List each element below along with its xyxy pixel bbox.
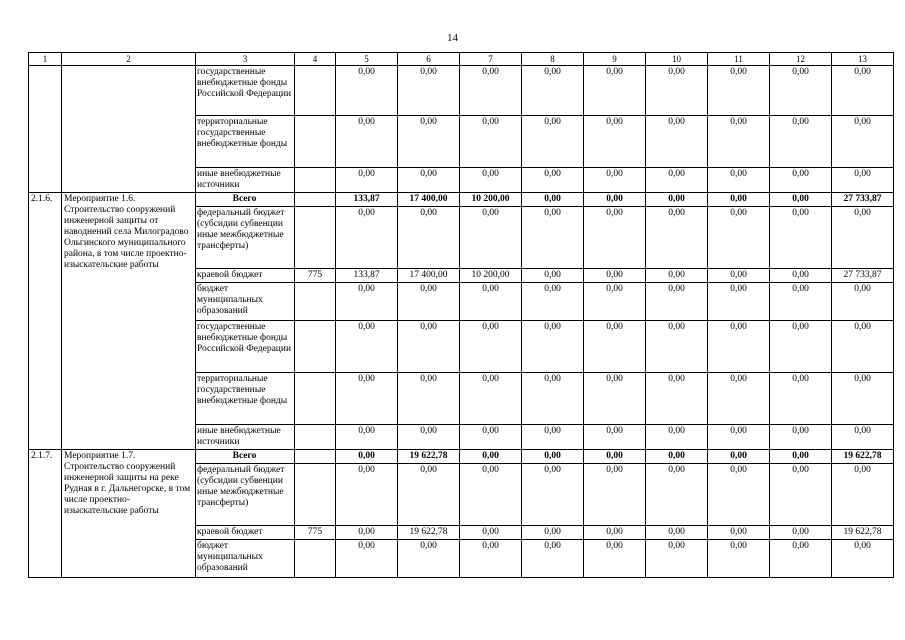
event-description <box>62 193 196 450</box>
budget-code <box>295 450 336 464</box>
funding-source: государственные внебюджетные фонды Российской Федерации <box>196 66 295 116</box>
column-header: 11 <box>708 53 770 66</box>
column-header: 4 <box>295 53 336 66</box>
value-cell: 0,00 <box>832 116 894 168</box>
funding-source: Всего <box>196 450 295 464</box>
value-cell: 0,00 <box>832 373 894 425</box>
value-cell: 0,00 <box>460 464 522 526</box>
value-cell: 0,00 <box>646 193 708 207</box>
table-row <box>29 66 894 116</box>
value-cell: 0,00 <box>646 464 708 526</box>
event-description <box>62 66 196 193</box>
value-cell: 0,00 <box>460 116 522 168</box>
value-cell: 0,00 <box>460 450 522 464</box>
row-number <box>29 66 62 193</box>
funding-source: бюджет муниципальных образований <box>196 283 295 321</box>
value-cell: 0,00 <box>770 116 832 168</box>
value-cell: 0,00 <box>336 168 398 193</box>
value-cell: 0,00 <box>708 269 770 283</box>
budget-code <box>295 540 336 578</box>
value-cell: 0,00 <box>646 283 708 321</box>
value-cell: 0,00 <box>460 66 522 116</box>
value-cell: 0,00 <box>646 66 708 116</box>
value-cell: 0,00 <box>522 116 584 168</box>
column-header: 7 <box>460 53 522 66</box>
value-cell: 0,00 <box>832 425 894 450</box>
value-cell: 27 733,87 <box>832 269 894 283</box>
budget-code <box>295 464 336 526</box>
value-cell: 27 733,87 <box>832 193 894 207</box>
value-cell: 0,00 <box>646 526 708 540</box>
value-cell: 0,00 <box>770 373 832 425</box>
value-cell: 0,00 <box>460 283 522 321</box>
value-cell: 0,00 <box>336 464 398 526</box>
event-number: 2.1.6. <box>29 193 62 450</box>
column-header: 10 <box>646 53 708 66</box>
value-cell: 0,00 <box>708 116 770 168</box>
value-cell: 0,00 <box>584 168 646 193</box>
budget-code: 775 <box>295 526 336 540</box>
funding-source: бюджет муниципальных образований <box>196 540 295 578</box>
value-cell: 0,00 <box>522 450 584 464</box>
value-cell: 0,00 <box>398 207 460 269</box>
value-cell: 0,00 <box>460 540 522 578</box>
value-cell: 0,00 <box>646 207 708 269</box>
value-cell: 0,00 <box>522 373 584 425</box>
value-cell: 0,00 <box>398 540 460 578</box>
value-cell: 0,00 <box>770 283 832 321</box>
value-cell: 19 622,78 <box>398 526 460 540</box>
funding-source: государственные внебюджетные фонды Российской Федерации <box>196 321 295 373</box>
budget-code <box>295 168 336 193</box>
value-cell: 0,00 <box>708 464 770 526</box>
value-cell: 0,00 <box>584 193 646 207</box>
value-cell: 0,00 <box>770 193 832 207</box>
value-cell: 0,00 <box>708 526 770 540</box>
value-cell: 19 622,78 <box>832 526 894 540</box>
funding-source: краевой бюджет <box>196 526 295 540</box>
funding-source: территориальные государственные внебюджетные фонды <box>196 373 295 425</box>
value-cell: 0,00 <box>584 66 646 116</box>
value-cell: 0,00 <box>336 373 398 425</box>
value-cell: 0,00 <box>584 283 646 321</box>
value-cell: 0,00 <box>336 526 398 540</box>
value-cell: 0,00 <box>460 168 522 193</box>
funding-source: территориальные государственные внебюджетные фонды <box>196 116 295 168</box>
value-cell: 17 400,00 <box>398 269 460 283</box>
value-cell: 0,00 <box>398 373 460 425</box>
value-cell: 0,00 <box>646 168 708 193</box>
value-cell: 0,00 <box>584 116 646 168</box>
column-header: 1 <box>29 53 62 66</box>
value-cell: 0,00 <box>584 269 646 283</box>
value-cell: 133,87 <box>336 193 398 207</box>
table-row <box>29 193 894 207</box>
value-cell: 0,00 <box>770 269 832 283</box>
header-row <box>29 53 894 66</box>
value-cell: 0,00 <box>584 540 646 578</box>
event-text: Строительство сооружений инженерной защиты на реке Рудная в г. Дальнегорске, в том числе проектно-изыскательские работы <box>64 462 191 516</box>
value-cell: 0,00 <box>832 283 894 321</box>
event-text: Строительство сооружений инженерной защиты от наводнений села Милоградово Ольгинского муниципального района, в том числе проектно-изыскательские работы <box>64 205 189 270</box>
funding-source: федеральный бюджет (субсидии субвенции иные межбюджетные трансферты) <box>196 207 295 269</box>
budget-code: 775 <box>295 269 336 283</box>
value-cell: 0,00 <box>398 425 460 450</box>
value-cell: 0,00 <box>584 373 646 425</box>
value-cell: 0,00 <box>770 425 832 450</box>
value-cell: 0,00 <box>832 66 894 116</box>
event-title: Мероприятие 1.7. <box>64 451 136 461</box>
value-cell: 0,00 <box>832 168 894 193</box>
value-cell: 0,00 <box>522 283 584 321</box>
value-cell: 0,00 <box>646 373 708 425</box>
value-cell: 0,00 <box>646 269 708 283</box>
value-cell: 0,00 <box>708 193 770 207</box>
value-cell: 0,00 <box>584 526 646 540</box>
value-cell: 0,00 <box>584 425 646 450</box>
budget-code <box>295 373 336 425</box>
budget-code <box>295 66 336 116</box>
value-cell: 0,00 <box>336 450 398 464</box>
value-cell: 0,00 <box>770 464 832 526</box>
table-row <box>29 450 894 464</box>
value-cell: 0,00 <box>646 425 708 450</box>
value-cell: 0,00 <box>770 321 832 373</box>
budget-code <box>295 207 336 269</box>
value-cell: 0,00 <box>832 464 894 526</box>
value-cell: 0,00 <box>522 526 584 540</box>
column-header: 8 <box>522 53 584 66</box>
value-cell: 0,00 <box>522 269 584 283</box>
event-number: 2.1.7. <box>29 450 62 578</box>
value-cell: 0,00 <box>336 283 398 321</box>
value-cell: 0,00 <box>832 207 894 269</box>
column-header: 6 <box>398 53 460 66</box>
value-cell: 0,00 <box>832 321 894 373</box>
value-cell: 0,00 <box>708 66 770 116</box>
value-cell: 0,00 <box>708 321 770 373</box>
column-header: 3 <box>196 53 295 66</box>
value-cell: 0,00 <box>584 464 646 526</box>
value-cell: 0,00 <box>522 464 584 526</box>
value-cell: 0,00 <box>708 540 770 578</box>
value-cell: 0,00 <box>460 425 522 450</box>
value-cell: 0,00 <box>336 207 398 269</box>
event-title: Мероприятие 1.6. <box>64 194 136 204</box>
value-cell: 0,00 <box>770 207 832 269</box>
value-cell: 0,00 <box>398 321 460 373</box>
value-cell: 0,00 <box>522 207 584 269</box>
column-header: 12 <box>770 53 832 66</box>
value-cell: 0,00 <box>336 66 398 116</box>
value-cell: 0,00 <box>646 116 708 168</box>
value-cell: 0,00 <box>708 373 770 425</box>
value-cell: 0,00 <box>522 66 584 116</box>
budget-table <box>28 52 894 578</box>
value-cell: 0,00 <box>336 540 398 578</box>
value-cell: 0,00 <box>522 540 584 578</box>
value-cell: 0,00 <box>584 207 646 269</box>
value-cell: 10 200,00 <box>460 193 522 207</box>
value-cell: 0,00 <box>522 193 584 207</box>
value-cell: 0,00 <box>398 283 460 321</box>
column-header: 13 <box>832 53 894 66</box>
value-cell: 0,00 <box>708 207 770 269</box>
value-cell: 0,00 <box>398 168 460 193</box>
event-description <box>62 450 196 578</box>
page-number: 14 <box>447 32 458 44</box>
value-cell: 0,00 <box>770 540 832 578</box>
value-cell: 10 200,00 <box>460 269 522 283</box>
value-cell: 0,00 <box>460 321 522 373</box>
value-cell: 0,00 <box>584 450 646 464</box>
value-cell: 0,00 <box>336 425 398 450</box>
value-cell: 0,00 <box>832 540 894 578</box>
column-header: 2 <box>62 53 196 66</box>
value-cell: 0,00 <box>398 116 460 168</box>
budget-code <box>295 193 336 207</box>
value-cell: 0,00 <box>646 450 708 464</box>
value-cell: 0,00 <box>708 168 770 193</box>
value-cell: 0,00 <box>708 425 770 450</box>
value-cell: 0,00 <box>398 66 460 116</box>
budget-code <box>295 321 336 373</box>
value-cell: 0,00 <box>460 526 522 540</box>
column-header: 9 <box>584 53 646 66</box>
value-cell: 0,00 <box>522 321 584 373</box>
value-cell: 19 622,78 <box>398 450 460 464</box>
value-cell: 0,00 <box>460 373 522 425</box>
value-cell: 0,00 <box>770 526 832 540</box>
value-cell: 0,00 <box>646 540 708 578</box>
funding-source: иные внебюджетные источники <box>196 168 295 193</box>
value-cell: 19 622,78 <box>832 450 894 464</box>
column-header: 5 <box>336 53 398 66</box>
value-cell: 0,00 <box>708 283 770 321</box>
value-cell: 17 400,00 <box>398 193 460 207</box>
value-cell: 133,87 <box>336 269 398 283</box>
value-cell: 0,00 <box>770 168 832 193</box>
value-cell: 0,00 <box>336 116 398 168</box>
value-cell: 0,00 <box>770 66 832 116</box>
value-cell: 0,00 <box>522 425 584 450</box>
funding-source: краевой бюджет <box>196 269 295 283</box>
value-cell: 0,00 <box>770 450 832 464</box>
value-cell: 0,00 <box>398 464 460 526</box>
budget-code <box>295 283 336 321</box>
value-cell: 0,00 <box>646 321 708 373</box>
budget-code <box>295 425 336 450</box>
funding-source: иные внебюджетные источники <box>196 425 295 450</box>
funding-source: федеральный бюджет (субсидии субвенции иные межбюджетные трансферты) <box>196 464 295 526</box>
value-cell: 0,00 <box>460 207 522 269</box>
value-cell: 0,00 <box>522 168 584 193</box>
value-cell: 0,00 <box>708 450 770 464</box>
value-cell: 0,00 <box>336 321 398 373</box>
budget-code <box>295 116 336 168</box>
value-cell: 0,00 <box>584 321 646 373</box>
funding-source: Всего <box>196 193 295 207</box>
